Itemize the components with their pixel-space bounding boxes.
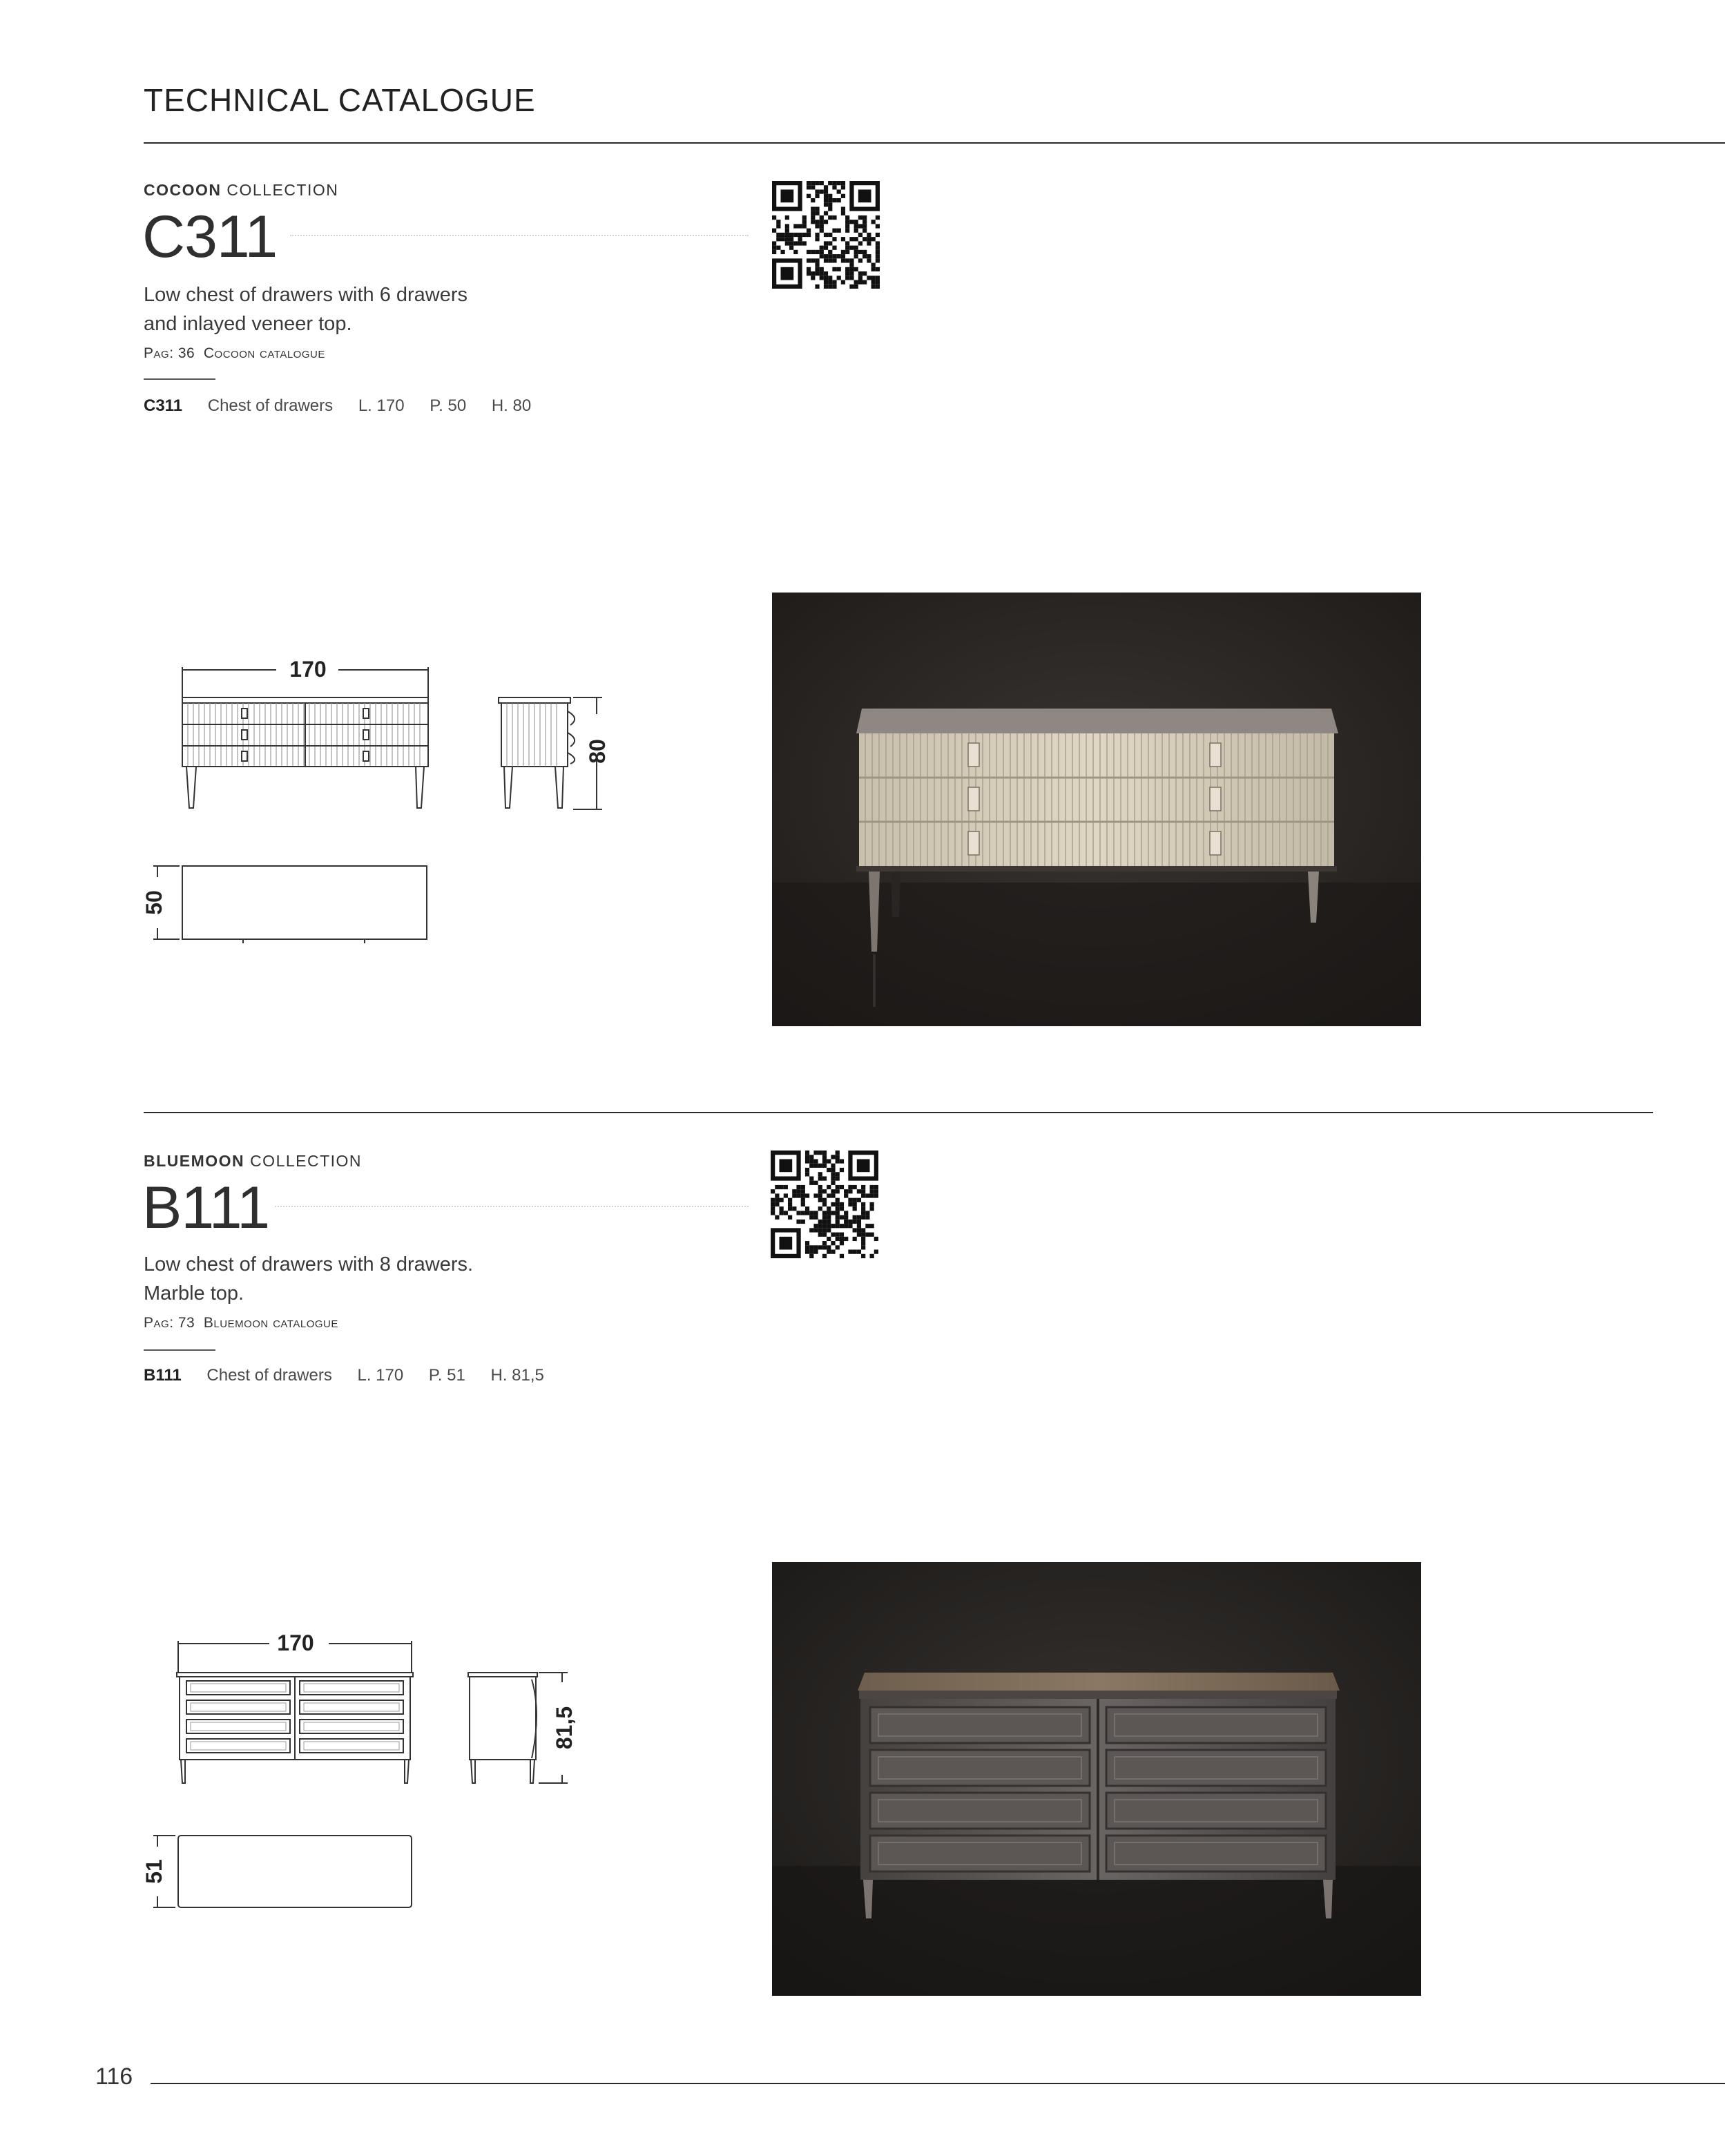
page-reference	[144, 345, 325, 362]
collection-name: BLUEMOON	[144, 1152, 245, 1170]
front-view	[177, 1641, 413, 1783]
spec-name: Chest of drawers	[207, 396, 334, 415]
footer-divider	[151, 2083, 1725, 2084]
cocoon-photo-svg	[772, 593, 1421, 1026]
dotted-leader	[290, 235, 749, 236]
spec-depth: P. 50	[430, 396, 467, 415]
height-dimension-label: 80	[585, 739, 610, 764]
technical-drawing-svg	[138, 1623, 663, 1927]
short-divider	[144, 378, 215, 380]
width-dimension-label: 170	[289, 657, 327, 682]
description-line-2: Marble top.	[144, 1282, 244, 1305]
pag-number: : 36	[169, 345, 195, 361]
spec-code: C311	[144, 396, 183, 415]
pag-number: : 73	[169, 1315, 195, 1331]
collection-word: COLLECTION	[250, 1152, 363, 1170]
technical-drawing-svg	[138, 649, 663, 967]
description-line-1: Low chest of drawers with 8 drawers.	[144, 1253, 474, 1276]
description-line-1: Low chest of drawers with 6 drawers	[144, 284, 468, 306]
front-view	[182, 667, 428, 808]
header-divider	[144, 142, 1725, 144]
depth-dimension-label: 50	[142, 890, 166, 915]
qr-code[interactable]	[772, 181, 880, 289]
spec-code: B111	[144, 1366, 182, 1385]
section-divider	[144, 1112, 1653, 1113]
collection-label	[144, 1152, 362, 1171]
spec-length: L. 170	[358, 396, 405, 415]
collection-word: COLLECTION	[227, 181, 339, 199]
qr-code-graphic	[771, 1151, 878, 1258]
product-photo	[772, 1562, 1421, 1996]
spec-height: H. 81,5	[490, 1366, 544, 1385]
page-title: TECHNICAL CATALOGUE	[144, 82, 536, 118]
spec-row	[144, 1366, 565, 1385]
page-reference	[144, 1315, 338, 1331]
product-code: B111	[142, 1175, 270, 1241]
width-dimension-label: 170	[277, 1630, 314, 1655]
description-line-2: and inlayed veneer top.	[144, 313, 352, 335]
pag-label: Pag	[144, 1315, 170, 1331]
technical-drawing	[138, 1623, 663, 1927]
short-divider	[144, 1349, 215, 1351]
qr-code-graphic	[772, 181, 880, 289]
page-number: 116	[95, 2063, 133, 2090]
pag-label: Pag	[144, 345, 170, 361]
technical-drawing	[138, 649, 663, 967]
product-code: C311	[142, 204, 278, 270]
spec-height: H. 80	[491, 396, 532, 415]
top-view	[153, 866, 427, 943]
spec-row	[144, 396, 552, 416]
qr-code[interactable]	[771, 1151, 878, 1258]
catalogue-reference: Bluemoon catalogue	[203, 1315, 338, 1331]
spec-depth: P. 51	[428, 1366, 465, 1385]
product-description	[144, 280, 468, 338]
bluemoon-photo-svg	[772, 1562, 1421, 1996]
product-photo	[772, 593, 1421, 1026]
product-description	[144, 1250, 473, 1308]
catalogue-reference: Cocoon catalogue	[203, 345, 325, 361]
height-dimension-label: 81,5	[552, 1706, 577, 1750]
dotted-leader	[275, 1206, 749, 1207]
spec-length: L. 170	[357, 1366, 404, 1385]
collection-label	[144, 181, 338, 200]
depth-dimension-label: 51	[142, 1859, 166, 1884]
top-view	[153, 1836, 412, 1907]
collection-name: COCOON	[144, 181, 222, 199]
spec-name: Chest of drawers	[206, 1366, 332, 1385]
